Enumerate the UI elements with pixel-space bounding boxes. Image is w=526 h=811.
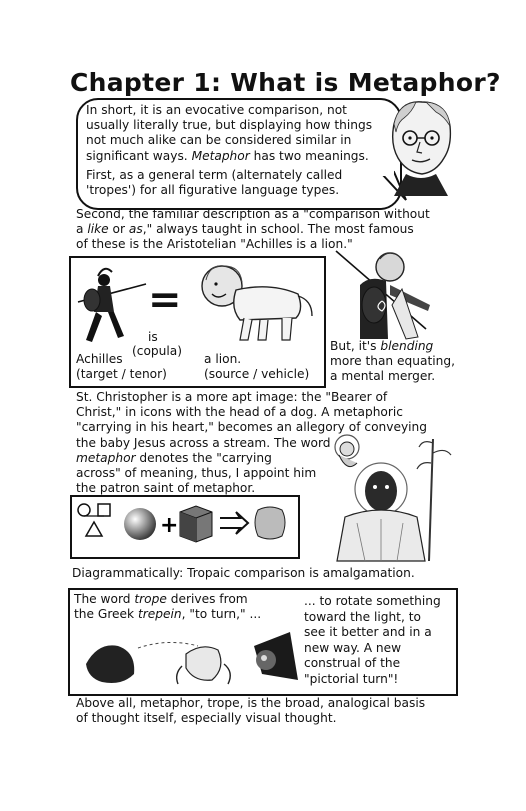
square-symbol-icon (98, 504, 110, 516)
lion-warrior-illustration (330, 245, 450, 345)
blending-caption: But, it's blending more than equating, a mental merger. (330, 339, 455, 384)
trope-text-left: The word trope derives from the Greek trepein, "to turn," ... (74, 592, 262, 622)
achilles-warrior-illustration (74, 262, 154, 352)
closing-paragraph: Above all, metaphor, trope, is the broad, analogical basis of thought itself, especially visual thought. (76, 696, 426, 726)
amalgamation-diagram (74, 500, 294, 552)
target-label: (target / tenor) (76, 367, 167, 381)
diagram-caption: Diagrammatically: Tropaic comparison is amalgamation. (72, 566, 415, 580)
chapter-title: Chapter 1: What is Metaphor? (70, 68, 501, 97)
triangle-symbol-icon (86, 522, 102, 536)
circle-symbol-icon (78, 504, 90, 516)
svg-text:+: + (160, 513, 179, 538)
implies-arrow-icon (220, 512, 248, 534)
christopher-paragraph: St. Christopher is a more apt image: the "Bearer of Christ," in icons with the head of a dog. A metaphoric "carrying in his heart," becomes an allegory of conveying the baby Jesus across a stream. The word metaphor denotes the "carrying across" of meaning, thus, I appoint him the patron saint of metaphor. (76, 390, 428, 496)
sphere-icon (124, 508, 156, 540)
lion-label: a lion. (204, 352, 242, 366)
lion-illustration (200, 260, 316, 344)
second-paragraph: Second, the familiar description as a "comparison without a like or as," always taught in school. The most famous of these is the Aristotelian "Achilles is a lion." (76, 207, 430, 252)
rotating-object-illustration (78, 624, 304, 688)
is-label: is (148, 330, 158, 344)
equals-sign: = (148, 277, 182, 323)
achilles-label: Achilles (76, 352, 123, 366)
st-christopher-illustration (305, 433, 455, 563)
copula-label: (copula) (132, 344, 182, 358)
bubble-text: In short, it is an evocative comparison, not usually literally true, but displaying how things not much alike can be considered similar in significant ways. Metaphor has two meanings. First, as a general term (alternately called 'tropes') for all figurative language types. (86, 103, 373, 198)
author-portrait (386, 96, 456, 196)
source-label: (source / vehicle) (204, 367, 310, 381)
trope-text-right: ... to rotate something toward the light, to see it better and in a new way. A new construal of the "pictorial turn"! (304, 594, 441, 686)
rounded-cube-icon (255, 507, 285, 539)
